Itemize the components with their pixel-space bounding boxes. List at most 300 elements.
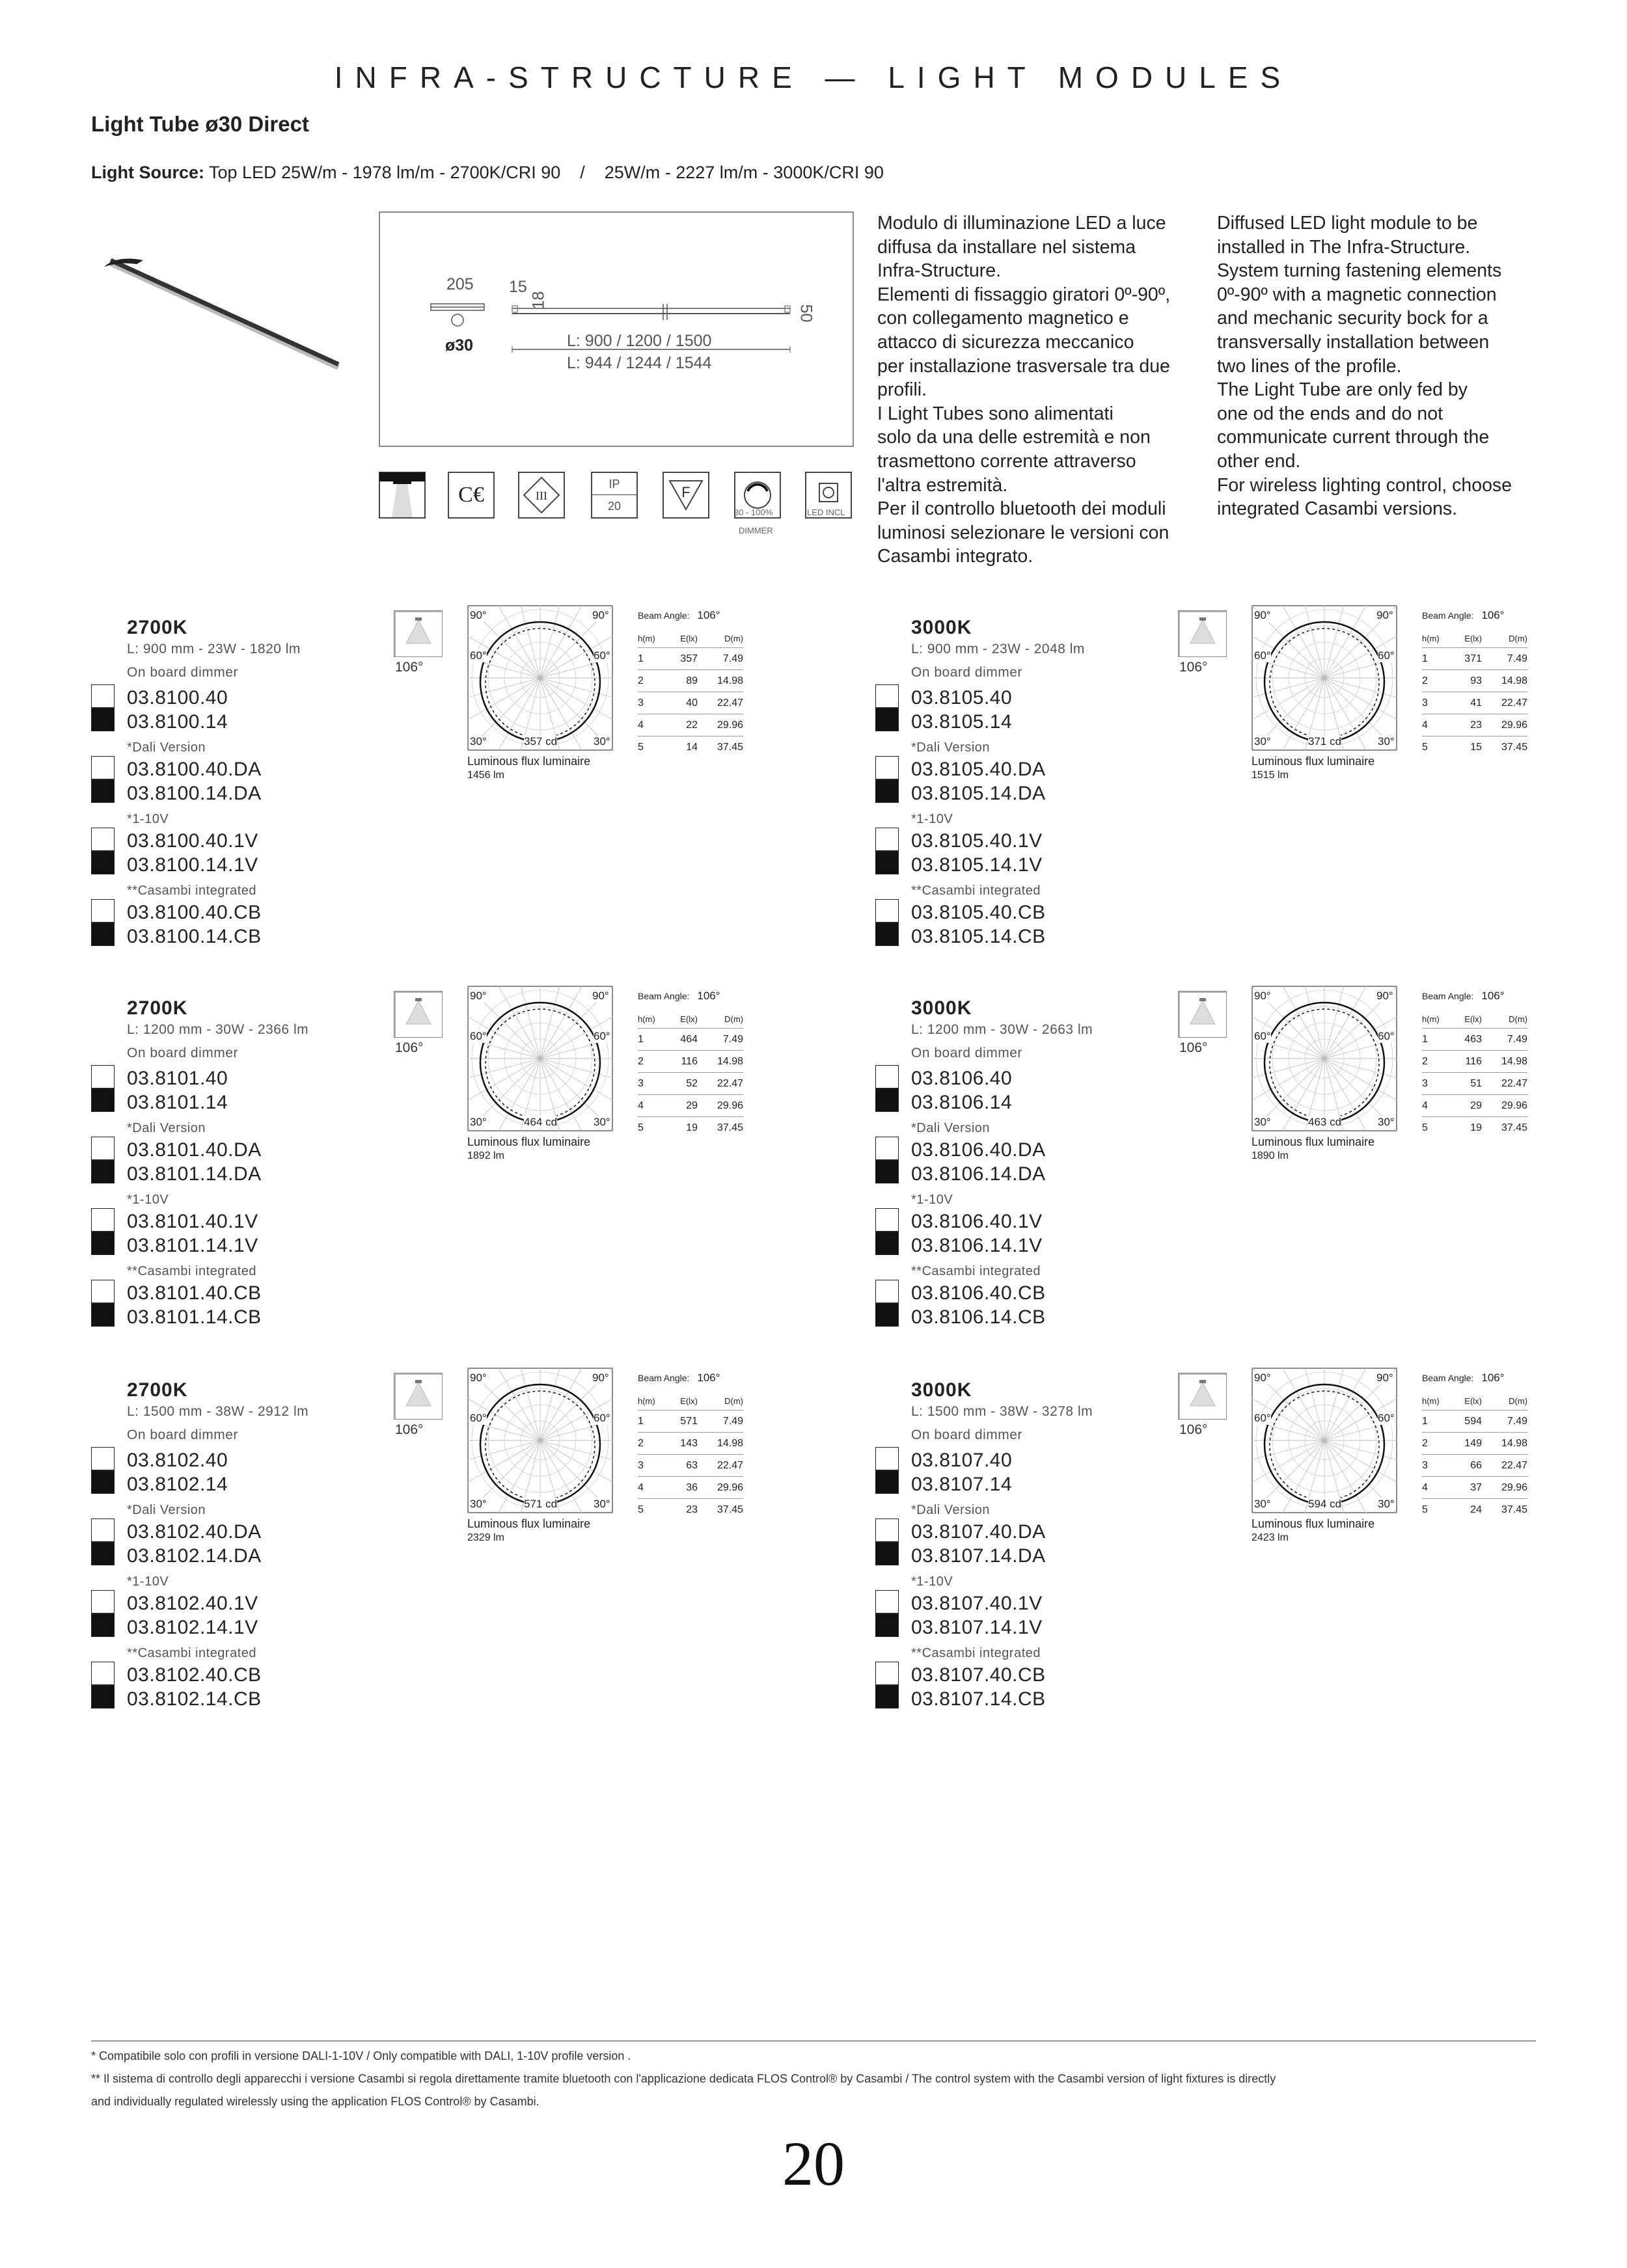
finish-swatch-white (875, 1280, 899, 1303)
cell-h: 1 (1422, 1033, 1428, 1045)
footnote-casambi-cont: and individually regulated wirelessly using the application FLOS Control® by Casambi. (91, 2095, 540, 2108)
finish-swatch-black (91, 779, 115, 803)
photometric-table-row (638, 1455, 743, 1477)
description-line: solo da una delle estremità e non (877, 427, 1151, 448)
polar-angle-60-right: 60° (1378, 1412, 1395, 1424)
photometric-table-row (1422, 648, 1527, 670)
finish-swatch-white (875, 1519, 899, 1542)
cell-e: 143 (680, 1437, 698, 1449)
page-number: 20 (782, 2129, 845, 2198)
beam-angle-icon (1178, 610, 1227, 657)
cell-h: 3 (1422, 1459, 1428, 1471)
polar-angle-30-right: 30° (1378, 735, 1395, 748)
cell-h: 4 (1422, 1100, 1428, 1111)
article-code-black: 03.8106.14 (911, 1092, 1013, 1113)
cell-e: 357 (680, 653, 698, 664)
cell-h: 3 (1422, 1077, 1428, 1089)
dim-205: 205 (446, 275, 474, 293)
cell-d: 37.45 (1501, 1504, 1527, 1515)
finish-swatch-black (91, 1470, 115, 1494)
cell-h: 1 (638, 1033, 644, 1045)
cell-h: 3 (638, 1077, 644, 1089)
article-code-white: 03.8106.40.1V (911, 1211, 1043, 1232)
article-code-white: 03.8102.40.CB (127, 1664, 262, 1686)
on-board-dimmer-label: On board dimmer (911, 1427, 1022, 1442)
photometric-table-row (1422, 1095, 1527, 1117)
photometric-table-header (1422, 1392, 1527, 1411)
article-code-black: 03.8101.14.DA (127, 1163, 262, 1185)
polar-angle-90-left: 90° (1254, 990, 1271, 1002)
photometric-table-row (638, 1051, 743, 1073)
polar-angle-60-right: 60° (594, 649, 610, 662)
finish-swatch-black (91, 1088, 115, 1112)
color-temperature: 3000K (911, 1379, 972, 1401)
cell-h: 1 (638, 653, 644, 664)
cell-h: 5 (638, 742, 644, 753)
cell-e: 464 (680, 1033, 698, 1045)
article-code-black: 03.8102.14 (127, 1474, 228, 1495)
photometric-table-row (638, 1411, 743, 1433)
finish-swatch-white (875, 1590, 899, 1613)
photometric-table (638, 1010, 743, 1139)
beam-angle-text (638, 609, 720, 622)
cell-e: 116 (681, 1055, 698, 1067)
cell-e: 66 (1470, 1459, 1482, 1471)
cell-d: 22.47 (717, 697, 743, 709)
cell-h: 4 (638, 719, 644, 731)
version-label: *Dali Version (127, 1503, 206, 1517)
description-line: For wireless lighting control, choose (1217, 474, 1512, 496)
cell-e: 22 (686, 719, 698, 731)
photometric-table-row (638, 692, 743, 714)
photometric-table-row (638, 1117, 743, 1139)
cell-e: 571 (680, 1415, 698, 1427)
description-line: transversally installation between (1217, 331, 1490, 353)
version-label: *Dali Version (127, 1121, 206, 1135)
color-temperature: 3000K (911, 997, 972, 1019)
beam-angle-icon (394, 991, 443, 1038)
article-code-white: 03.8107.40 (911, 1450, 1013, 1471)
on-board-dimmer-label: On board dimmer (911, 1046, 1022, 1060)
cell-h: 1 (638, 1415, 644, 1427)
cell-e: 149 (1464, 1437, 1482, 1449)
col-h: h(m) (638, 1396, 655, 1406)
cell-h: 2 (638, 1055, 644, 1067)
finish-swatch-black (875, 1088, 899, 1112)
photometric-table-row (1422, 692, 1527, 714)
cell-d: 14.98 (717, 1055, 743, 1067)
photometric-table (638, 1392, 743, 1521)
cell-d: 14.98 (717, 1437, 743, 1449)
photometric-table-row (1422, 1073, 1527, 1095)
cell-e: 116 (1465, 1055, 1482, 1067)
photometric-table-row (1422, 1411, 1527, 1433)
cell-d: 37.45 (717, 1504, 743, 1515)
article-code-white: 03.8102.40.1V (127, 1593, 258, 1614)
photometric-table-row (1422, 1433, 1527, 1455)
cell-h: 2 (1422, 675, 1428, 686)
photometric-table-row (1422, 1499, 1527, 1521)
light-source-line (91, 163, 884, 183)
photometric-table-header (638, 630, 743, 648)
article-code-white: 03.8105.40.CB (911, 902, 1046, 923)
cell-h: 2 (1422, 1437, 1428, 1449)
photometric-table (1422, 1392, 1527, 1521)
polar-angle-30-left: 30° (470, 1116, 487, 1128)
cell-h: 4 (638, 1100, 644, 1111)
cell-d: 22.47 (1501, 1077, 1527, 1089)
variant-spec: L: 1200 mm - 30W - 2366 lm (127, 1022, 309, 1037)
article-code-black: 03.8102.14.CB (127, 1688, 262, 1710)
beam-angle-icon (1178, 1373, 1227, 1420)
polar-angle-30-left: 30° (1254, 1498, 1271, 1510)
variant-spec: L: 1500 mm - 38W - 3278 lm (911, 1404, 1093, 1419)
polar-angle-90-left: 90° (470, 609, 487, 621)
finish-swatch-black (875, 1542, 899, 1565)
finish-swatch-black (91, 1303, 115, 1327)
photometric-table-row (1422, 1029, 1527, 1051)
light-source-value: Top LED 25W/m - 1978 lm/m - 2700K/CRI 90 / 25W/m - 2227 lm/m - 3000K/CRI 90 (204, 163, 884, 182)
polar-angle-30-left: 30° (1254, 735, 1271, 748)
luminaire-type-icon (379, 472, 426, 519)
color-temperature: 2700K (127, 617, 188, 638)
beam-angle-label: Beam Angle: (1422, 1373, 1474, 1383)
description-line: Infra-Structure. (877, 260, 1002, 282)
article-code-black: 03.8102.14.1V (127, 1617, 258, 1638)
photometric-table-row (638, 1433, 743, 1455)
description-line: two lines of the profile. (1217, 355, 1402, 377)
polar-angle-30-left: 30° (1254, 1116, 1271, 1128)
version-label: **Casambi integrated (127, 884, 256, 898)
variant-spec: L: 1500 mm - 38W - 2912 lm (127, 1404, 309, 1419)
class-iii-icon (518, 472, 565, 519)
finish-swatch-black (875, 1232, 899, 1255)
cell-e: 37 (1470, 1481, 1482, 1493)
article-code-white: 03.8105.40.DA (911, 759, 1046, 780)
col-e: E(lx) (680, 1396, 698, 1406)
on-board-dimmer-label: On board dimmer (127, 665, 238, 680)
product-variant-block (91, 990, 807, 1362)
ce-mark-icon: C€ (448, 472, 495, 519)
cell-e: 23 (686, 1504, 698, 1515)
finish-swatch-white (875, 1208, 899, 1232)
finish-swatch-white (91, 1447, 115, 1470)
finish-swatch-white (91, 1280, 115, 1303)
variant-spec: L: 900 mm - 23W - 2048 lm (911, 641, 1085, 656)
description-line: Modulo di illuminazione LED a luce (877, 213, 1166, 234)
photometric-table-row (638, 648, 743, 670)
polar-angle-90-left: 90° (470, 1371, 487, 1384)
polar-angle-90-right: 90° (592, 990, 609, 1002)
ip-value: 20 (607, 500, 622, 513)
cell-d: 14.98 (717, 675, 743, 686)
finish-swatch-black (875, 779, 899, 803)
product-variant-block (875, 990, 1591, 1362)
article-code-white: 03.8107.40.DA (911, 1521, 1046, 1543)
cell-h: 2 (1422, 1055, 1428, 1067)
on-board-dimmer-label: On board dimmer (911, 665, 1022, 680)
cell-d: 7.49 (722, 653, 743, 664)
photometric-table (1422, 1010, 1527, 1139)
article-code-white: 03.8100.40.1V (127, 830, 258, 852)
cell-e: 19 (686, 1122, 698, 1133)
finish-swatch-white (875, 828, 899, 851)
variant-spec: L: 900 mm - 23W - 1820 lm (127, 641, 301, 656)
beam-angle-text (638, 1371, 720, 1384)
article-code-white: 03.8106.40.CB (911, 1282, 1046, 1304)
col-d: D(m) (1509, 1014, 1527, 1024)
finish-swatch-black (875, 1470, 899, 1494)
article-code-white: 03.8107.40.1V (911, 1593, 1043, 1614)
finish-swatch-black (91, 1685, 115, 1708)
polar-angle-60-left: 60° (1254, 649, 1271, 662)
luminous-flux-label: Luminous flux luminaire (1251, 1135, 1375, 1148)
beam-angle-icon-label: 106° (1179, 1040, 1208, 1055)
polar-intensity-cd: 463 cd (1308, 1116, 1342, 1128)
polar-angle-30-right: 30° (594, 735, 610, 748)
polar-angle-60-left: 60° (470, 1412, 487, 1424)
cell-e: 29 (686, 1100, 698, 1111)
beam-angle-icon (394, 610, 443, 657)
finish-swatch-black (91, 923, 115, 946)
photometric-table-row (638, 670, 743, 692)
polar-angle-60-left: 60° (470, 1030, 487, 1042)
article-code-black: 03.8107.14.CB (911, 1688, 1046, 1710)
version-label: *1-10V (911, 812, 953, 826)
photometric-table-row (638, 1029, 743, 1051)
cell-h: 5 (638, 1122, 644, 1133)
finish-swatch-white (875, 899, 899, 923)
cell-h: 5 (1422, 1504, 1428, 1515)
cell-h: 3 (638, 1459, 644, 1471)
polar-angle-60-right: 60° (1378, 1030, 1395, 1042)
article-code-black: 03.8105.14.DA (911, 783, 1046, 804)
description-line: Casambi integrato. (877, 546, 1033, 567)
color-temperature: 3000K (911, 617, 972, 638)
finish-swatch-white (875, 1065, 899, 1088)
article-code-white: 03.8101.40.DA (127, 1139, 262, 1161)
finish-swatch-black (91, 851, 115, 874)
article-code-white: 03.8101.40.CB (127, 1282, 262, 1304)
cell-h: 5 (638, 1504, 644, 1515)
luminous-flux-value: 1890 lm (1251, 1150, 1289, 1161)
finish-swatch-white (91, 684, 115, 708)
photometric-table-row (638, 736, 743, 759)
article-code-white: 03.8100.40.DA (127, 759, 262, 780)
description-english (1217, 211, 1542, 521)
description-line: profili. (877, 379, 927, 401)
finish-swatch-white (91, 828, 115, 851)
col-h: h(m) (638, 1014, 655, 1024)
polar-photometric-diagram (1251, 605, 1397, 751)
cell-h: 5 (1422, 742, 1428, 753)
polar-photometric-diagram (467, 605, 613, 751)
finish-swatch-black (875, 1160, 899, 1183)
polar-photometric-diagram (467, 986, 613, 1131)
light-source-label: Light Source: (91, 163, 204, 182)
cell-d: 7.49 (722, 1033, 743, 1045)
footer-divider (91, 2040, 1536, 2042)
description-line: other end. (1217, 450, 1301, 472)
cell-e: 41 (1470, 697, 1482, 709)
dimmer-range: 30 - 100% (734, 507, 773, 517)
version-label: **Casambi integrated (911, 884, 1041, 898)
beam-angle-label: Beam Angle: (638, 610, 690, 621)
col-h: h(m) (638, 634, 655, 643)
beam-angle-icon (1178, 991, 1227, 1038)
polar-photometric-diagram (1251, 1368, 1397, 1513)
polar-intensity-cd: 594 cd (1308, 1498, 1342, 1510)
finish-swatch-black (91, 1542, 115, 1565)
luminous-flux-label: Luminous flux luminaire (467, 755, 591, 768)
color-temperature: 2700K (127, 997, 188, 1019)
cell-h: 4 (1422, 1481, 1428, 1493)
article-code-black: 03.8102.14.DA (127, 1545, 262, 1567)
product-photo (91, 241, 351, 384)
article-code-black: 03.8105.14.CB (911, 926, 1046, 947)
version-label: *1-10V (127, 812, 169, 826)
dim-length-1: L: 900 / 1200 / 1500 (567, 332, 712, 350)
dim-50: 50 (797, 304, 815, 323)
description-line: Per il controllo bluetooth dei moduli (877, 498, 1166, 520)
beam-angle-icon-label: 106° (1179, 1422, 1208, 1437)
article-code-white: 03.8100.40.CB (127, 902, 262, 923)
finish-swatch-black (91, 1232, 115, 1255)
photometric-table-row (638, 1095, 743, 1117)
description-line: Elementi di fissaggio giratori 0º-90º, (877, 284, 1171, 305)
cell-d: 22.47 (1501, 1459, 1527, 1471)
article-code-white: 03.8106.40 (911, 1068, 1013, 1089)
cell-e: 14 (686, 742, 698, 753)
description-italian (877, 211, 1203, 569)
finish-swatch-white (875, 684, 899, 708)
cell-h: 1 (1422, 653, 1428, 664)
version-label: *1-10V (911, 1574, 953, 1589)
cell-d: 29.96 (717, 1100, 743, 1111)
svg-text:III: III (536, 489, 547, 502)
article-code-white: 03.8100.40 (127, 687, 228, 709)
col-d: D(m) (724, 1396, 743, 1406)
dim-15: 15 (509, 278, 527, 296)
photometric-table-row (1422, 670, 1527, 692)
dimension-drawing (379, 211, 854, 447)
article-code-black: 03.8100.14.CB (127, 926, 262, 947)
polar-angle-60-left: 60° (1254, 1412, 1271, 1424)
article-code-black: 03.8101.14.1V (127, 1235, 258, 1256)
version-label: *1-10V (911, 1193, 953, 1207)
beam-angle-value: 106° (697, 990, 720, 1002)
beam-angle-value: 106° (1481, 1371, 1505, 1384)
description-line: System turning fastening elements (1217, 260, 1502, 282)
photometric-table-row (638, 1073, 743, 1095)
cell-e: 89 (686, 675, 698, 686)
col-e: E(lx) (1464, 1396, 1482, 1406)
description-line: Diffused LED light module to be (1217, 213, 1478, 234)
polar-angle-30-right: 30° (1378, 1498, 1395, 1510)
article-code-black: 03.8107.14.1V (911, 1617, 1043, 1638)
article-code-white: 03.8102.40 (127, 1450, 228, 1471)
beam-angle-icon-label: 106° (395, 660, 424, 675)
col-h: h(m) (1422, 1014, 1440, 1024)
finish-swatch-black (875, 708, 899, 731)
beam-angle-text (638, 990, 720, 1003)
cell-d: 7.49 (722, 1415, 743, 1427)
led-incl-label: LED INCL (807, 507, 845, 517)
col-e: E(lx) (1464, 634, 1482, 643)
article-code-black: 03.8105.14.1V (911, 854, 1043, 876)
product-variant-block (875, 609, 1591, 981)
description-line: 0º-90º with a magnetic connection (1217, 284, 1497, 305)
version-label: *1-10V (127, 1193, 169, 1207)
article-code-black: 03.8100.14.1V (127, 854, 258, 876)
description-line: con collegamento magnetico e (877, 308, 1129, 329)
polar-angle-90-left: 90° (470, 990, 487, 1002)
cell-e: 23 (1470, 719, 1482, 731)
article-code-black: 03.8101.14 (127, 1092, 228, 1113)
description-line: and mechanic security bock for a (1217, 308, 1488, 329)
photometric-table-header (638, 1392, 743, 1411)
version-label: **Casambi integrated (127, 1646, 256, 1660)
finish-swatch-white (91, 899, 115, 923)
footnote-compatibility: * Compatibile solo con profili in versione DALI-1-10V / Only compatible with DALI, 1-10V profile version . (91, 2049, 631, 2062)
footnote-casambi: ** Il sistema di controllo degli apparecchi i versione Casambi si regola direttamente tramite bluetooth con l'applicazione dedicata FLOS Control® by Casambi / The control system with the Casambi version of light fixtures is directly (91, 2072, 1276, 2085)
polar-photometric-diagram (467, 1368, 613, 1513)
cell-e: 52 (686, 1077, 698, 1089)
polar-intensity-cd: 357 cd (524, 735, 558, 748)
polar-angle-30-left: 30° (470, 735, 487, 748)
cell-d: 29.96 (1501, 1481, 1527, 1493)
description-line: diffusa da installare nel sistema (877, 236, 1136, 258)
cell-d: 29.96 (717, 719, 743, 731)
polar-angle-90-right: 90° (1376, 990, 1393, 1002)
description-line: trasmettono corrente attraverso (877, 450, 1136, 472)
description-line: communicate current through the (1217, 427, 1490, 448)
finish-swatch-white (875, 756, 899, 779)
col-e: E(lx) (680, 634, 698, 643)
description-line: per installazione trasversale tra due (877, 355, 1170, 377)
finish-swatch-white (91, 1519, 115, 1542)
finish-swatch-black (875, 1685, 899, 1708)
col-d: D(m) (724, 634, 743, 643)
beam-angle-value: 106° (697, 1371, 720, 1384)
cell-e: 371 (1464, 653, 1482, 664)
version-label: *Dali Version (911, 740, 991, 755)
description-line: installed in The Infra-Structure. (1217, 236, 1471, 258)
beam-angle-text (1422, 1371, 1505, 1384)
col-h: h(m) (1422, 1396, 1440, 1406)
finish-swatch-white (91, 1065, 115, 1088)
photometric-table (638, 630, 743, 759)
cell-d: 7.49 (1507, 1415, 1527, 1427)
cell-h: 1 (1422, 1415, 1428, 1427)
photometric-table-row (1422, 736, 1527, 759)
col-e: E(lx) (1464, 1014, 1482, 1024)
finish-swatch-white (91, 1137, 115, 1160)
polar-angle-60-right: 60° (594, 1412, 610, 1424)
col-d: D(m) (1509, 634, 1527, 643)
description-line: The Light Tube are only fed by (1217, 379, 1468, 401)
version-label: *1-10V (127, 1574, 169, 1589)
col-d: D(m) (1509, 1396, 1527, 1406)
cell-h: 4 (638, 1481, 644, 1493)
variant-spec: L: 1200 mm - 30W - 2663 lm (911, 1022, 1093, 1037)
description-line: luminosi selezionare le versioni con (877, 522, 1169, 543)
product-variant-block (91, 1371, 807, 1744)
cell-e: 24 (1470, 1504, 1482, 1515)
finish-swatch-white (91, 756, 115, 779)
finish-swatch-white (91, 1662, 115, 1685)
dim-diameter: ø30 (445, 336, 474, 355)
